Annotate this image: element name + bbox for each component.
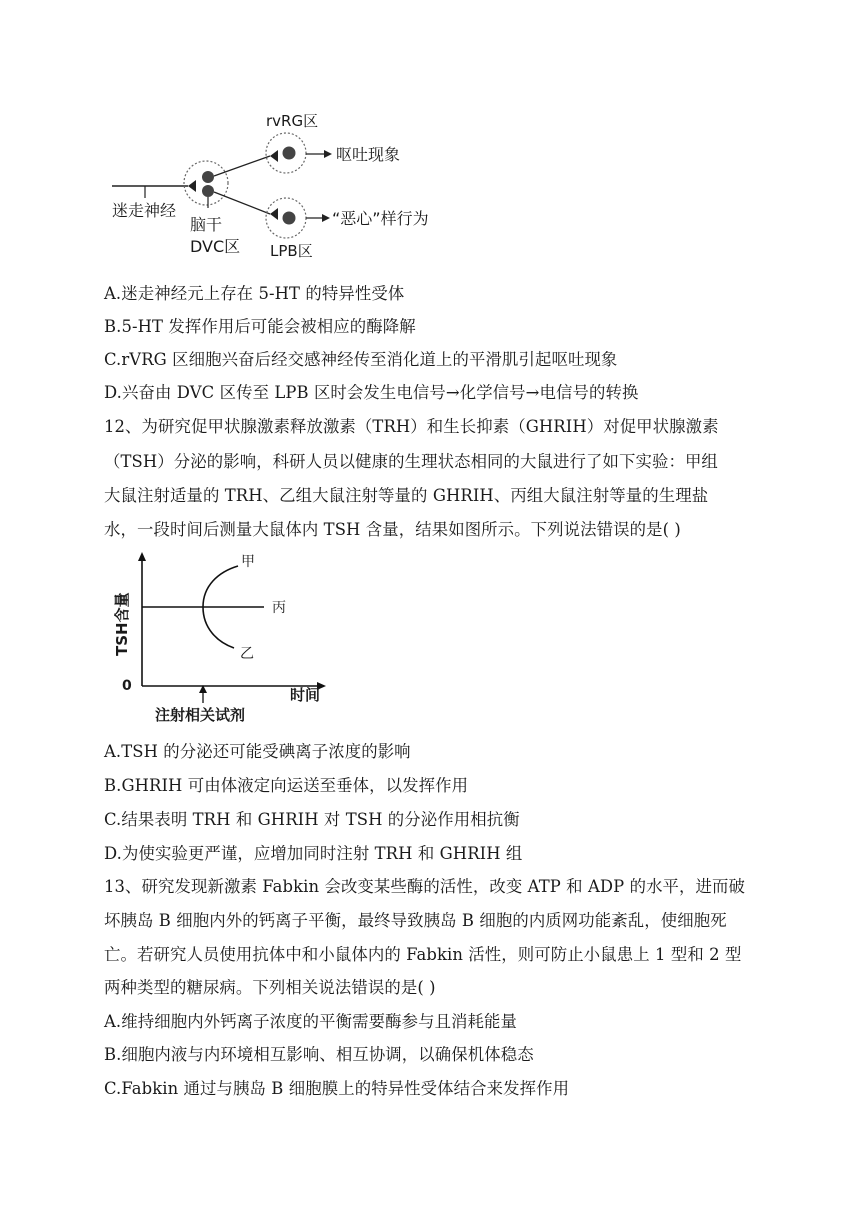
series-yi-label: 乙 [240,646,254,662]
rvrg-synapse-terminal [270,150,278,162]
lpb-output-arrowhead [322,214,330,222]
q12-option-b: B.GHRIH 可由体液定向运送至垂体，以发挥作用 [104,776,469,795]
rvrg-neuron [283,147,296,160]
q12-stem-line-3: 大鼠注射适量的 TRH、乙组大鼠注射等量的 GHRIH、丙组大鼠注射等量的生理盐 [104,486,709,505]
q12-stem-line-2: （TSH）分泌的影响，科研人员以健康的生理状态相同的大鼠进行了如下实验：甲组 [104,452,718,471]
q13-stem-line-1: 13、研究发现新激素 Fabkin 会改变某些酶的活性，改变 ATP 和 ADP 的水平，进而破 [104,877,746,896]
q13-stem-line-3: 亡。若研究人员使用抗体中和小鼠体内的 Fabkin 活性，则可防止小鼠患上 1 型和 2 型 [104,945,742,964]
dvc-synapse-terminal [188,180,196,192]
q12-option-a: A.TSH 的分泌还可能受碘离子浓度的影响 [104,742,411,761]
vagus-nerve-label: 迷走神经 [112,201,177,220]
nausea-label: “恶心”样行为 [332,209,429,228]
q12-stem-line-4: 水，一段时间后测量大鼠体内 TSH 含量，结果如图所示。下列说法错误的是( ) [104,520,681,539]
lpb-neuron [283,212,296,225]
q12-option-c: C.结果表明 TRH 和 GHRIH 对 TSH 的分泌作用相抗衡 [104,810,520,829]
q13-stem-line-2: 坏胰岛 B 细胞内外的钙离子平衡，最终导致胰岛 B 细胞的内质网功能紊乱，使细胞死 [104,911,727,930]
q13-option-c: C.Fabkin 通过与胰岛 B 细胞膜上的特异性受体结合来发挥作用 [104,1079,570,1098]
dvc-neuron-2 [202,185,214,197]
q11-option-b: B.5-HT 发挥作用后可能会被相应的酶降解 [104,317,416,336]
series-bing-label: 丙 [272,600,286,616]
rvrg-label: rvRG区 [266,112,319,130]
q13-option-a: A.维持细胞内外钙离子浓度的平衡需要酶参与且消耗能量 [104,1012,518,1031]
vomit-label: 呕吐现象 [336,145,401,164]
q13-option-b: B.细胞内液与内环境相互影响、相互协调，以确保机体稳态 [104,1045,534,1064]
q11-option-d: D.兴奋由 DVC 区传至 LPB 区时会发生电信号→化学信号→电信号的转换 [104,383,639,402]
series-yi-curve [203,607,234,648]
dvc-neuron-1 [202,171,214,183]
lpb-synapse-terminal [270,208,278,220]
series-jia-curve [203,566,238,607]
q12-option-d: D.为使实验更严谨，应增加同时注射 TRH 和 GHRIH 组 [104,844,523,863]
q13-stem-line-4: 两种类型的糖尿病。下列相关说法错误的是( ) [104,978,436,997]
y-axis-arrowhead [138,552,146,561]
q11-option-c: C.rVRG 区细胞兴奋后经交感神经传至消化道上的平滑肌引起呕吐现象 [104,350,618,369]
tsh-line-chart [100,548,340,728]
origin-label: 0 [122,678,132,694]
neural-pathway-diagram [100,100,480,265]
brainstem-label: 脑干 [190,215,223,234]
branch-to-lpb [214,192,270,214]
injection-label: 注射相关试剂 [155,706,246,724]
x-axis-label: 时间 [290,686,321,704]
lpb-label: LPB区 [270,242,313,260]
series-jia-label: 甲 [241,554,255,570]
branch-to-rvrg [214,156,270,176]
q12-stem-line-1: 12、为研究促甲状腺激素释放激素（TRH）和生长抑素（GHRIH）对促甲状腺激素 [104,417,719,436]
q11-option-a: A.迷走神经元上存在 5-HT 的特异性受体 [104,284,405,303]
dvc-region-circle [184,161,228,205]
y-axis-label: TSH含量 [113,592,131,656]
dvc-label: DVC区 [190,237,241,256]
rvrg-output-arrowhead [324,150,332,158]
